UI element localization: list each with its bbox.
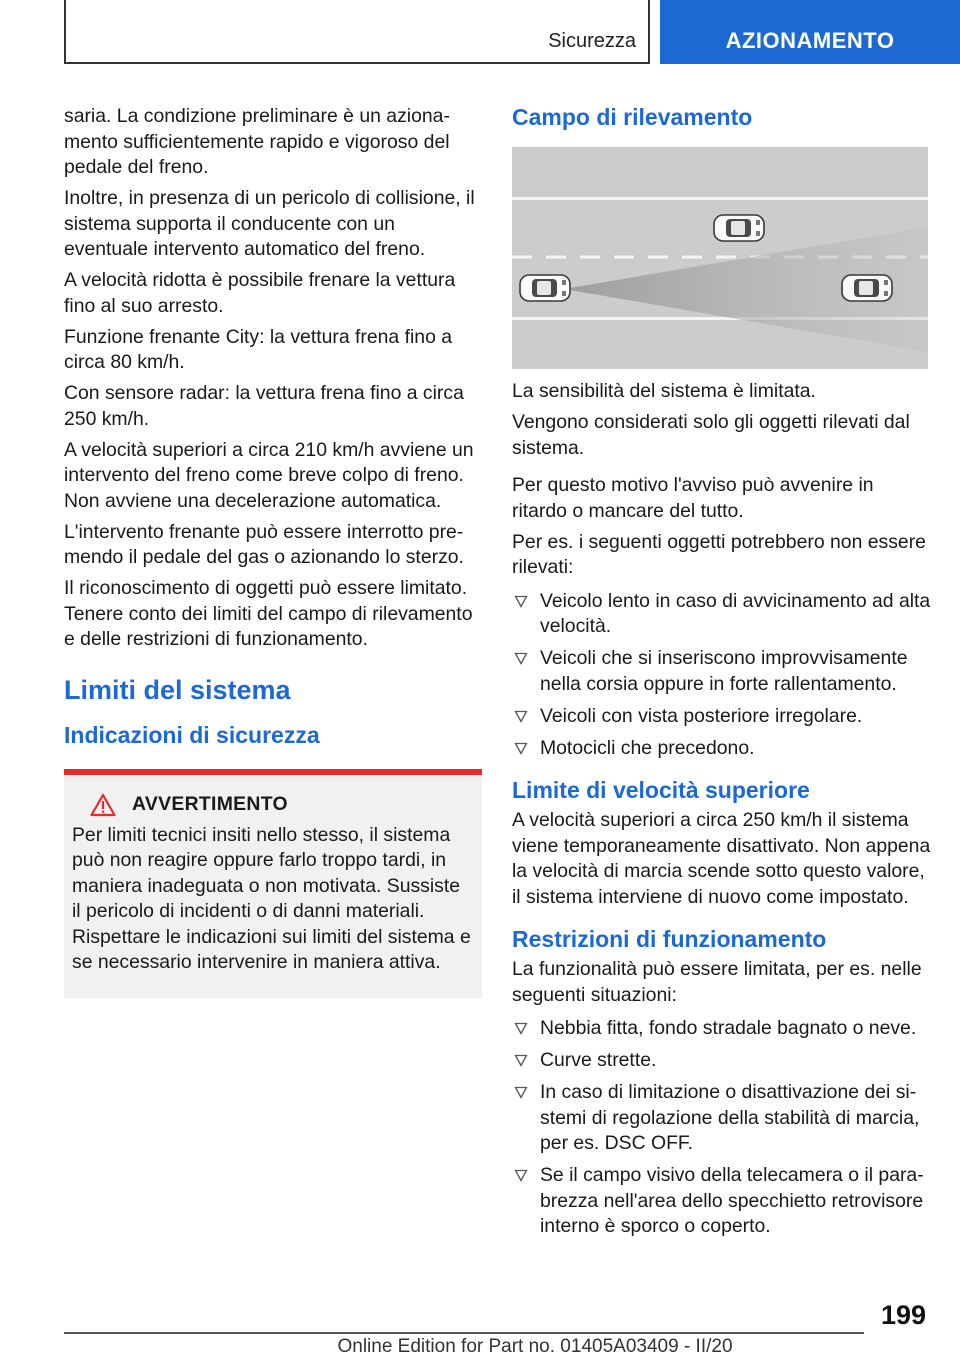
list-item (512, 1048, 932, 1074)
heading-safety-notes: Indicazioni di sicurezza (64, 721, 320, 748)
undetected-objects-list (512, 589, 932, 762)
vehicle-ahead-icon (842, 275, 892, 301)
list-item (512, 1163, 932, 1240)
list-item-text: Veicolo lento in caso di avvicinamento ad alta velocità. (540, 589, 931, 637)
header-chapter-tab[interactable]: AZIONAMENTO (660, 0, 960, 64)
heading-detection-range: Campo di rilevamento (512, 104, 753, 130)
paragraph: La funzionalità può essere limitata, per es. nelle seguenti situazioni: (512, 958, 922, 1006)
paragraph: A velocità superiori a circa 250 km/h il sistema viene temporaneamente disattivato. Non appena la velocità di marcia scende sotto questo valore, il sistema interviene di nuovo come impostato. (512, 809, 931, 908)
bullet-triangle-icon (514, 1169, 528, 1182)
footer-divider (64, 1332, 864, 1334)
paragraph: saria. La condizione preliminare è un azionamento sufficientemente rapido e vigoroso del pedale del freno. (64, 105, 450, 178)
heading-system-limits: Limiti del sistema (64, 674, 291, 705)
heading-function-restrictions: Restrizioni di funzionamento (512, 926, 827, 952)
restrictions-list (512, 1016, 932, 1240)
warning-box (64, 769, 482, 998)
warning-text: Per limiti tecnici insiti nello stesso, il sistema può non reagire oppure farlo troppo tardi, in maniera inadeguata o non motivata. Sussiste il pericolo di incidenti o di danni materiali. Rispettare le indicazioni sui limiti del sistema e se necessario intervenire in maniera attiva. (72, 823, 471, 973)
header-section-title: Sicurezza (548, 30, 636, 52)
paragraph: Inoltre, in presenza di un pericolo di collisione, il sistema supporta il conducente con un eventuale intervento automatico del freno. (64, 187, 475, 260)
header-frame (64, 0, 650, 64)
paragraph: Il riconoscimento di oggetti può essere limitato. Tenere conto dei limiti del campo di rilevamento e delle restrizioni di funzionamento. (64, 577, 473, 650)
vehicle-adjacent-lane-icon (714, 215, 764, 241)
paragraph: Funzione frenante City: la vettura frena fino a circa 80 km/h. (64, 325, 453, 373)
left-column (64, 104, 482, 998)
bullet-triangle-icon (514, 710, 528, 723)
list-item (512, 1016, 932, 1042)
bullet-triangle-icon (514, 1086, 528, 1099)
list-item-text: Se il campo visivo della telecamera o il parabrezza nell'area dello specchietto retrovisore interno è sporco o coperto. (540, 1164, 924, 1237)
bullet-triangle-icon (514, 1054, 528, 1067)
warning-header (72, 793, 474, 817)
bullet-triangle-icon (514, 652, 528, 665)
list-item-text: Curve strette. (540, 1049, 657, 1071)
paragraph: Per questo motivo l'avviso può avvenire in ritardo o mancare del tutto. (512, 474, 874, 522)
bullet-triangle-icon (514, 1022, 528, 1035)
warning-title: AVVERTIMENTO (132, 793, 288, 815)
bullet-triangle-icon (514, 742, 528, 755)
footer-edition: Online Edition for Part no. 01405A03409 - II/20 (337, 1336, 733, 1357)
road-edge-top (512, 197, 928, 200)
list-item (512, 736, 932, 762)
own-vehicle-icon (520, 275, 570, 301)
list-item-text: Motocicli che precedono. (540, 736, 755, 759)
right-column (512, 104, 932, 1246)
list-item-text: Nebbia fitta, fondo stradale bagnato o neve. (540, 1017, 917, 1039)
bullet-triangle-icon (514, 595, 528, 608)
paragraph: Con sensore radar: la vettura frena fino a circa 250 km/h. (64, 382, 464, 430)
paragraph: A velocità ridotta è possibile frenare la vettura fino al suo arresto. (64, 269, 456, 317)
list-item (512, 646, 932, 697)
warning-triangle-icon (90, 793, 116, 817)
heading-upper-speed-limit: Limite di velocità superiore (512, 777, 810, 803)
paragraph: Vengono considerati solo gli oggetti rilevati dal sistema. (512, 411, 910, 459)
page-number: 199 (880, 1300, 926, 1330)
paragraph: A velocità superiori a circa 210 km/h avviene un intervento del freno come breve colpo di freno. Non avviene una decelerazione automatica. (64, 438, 474, 512)
list-item (512, 1080, 932, 1157)
paragraph: Per es. i seguenti oggetti potrebbero non essere rilevati: (512, 530, 926, 578)
list-item-text: Veicoli che si inseriscono improvvisamente nella corsia oppure in forte rallentamento. (540, 647, 908, 695)
detection-range-diagram (512, 147, 928, 369)
paragraph: L'intervento frenante può essere interrotto premendo il pedale del gas o azionando lo sterzo. (64, 520, 464, 568)
list-item (512, 704, 932, 730)
list-item-text: Veicoli con vista posteriore irregolare. (540, 704, 863, 727)
list-item (512, 589, 932, 640)
list-item-text: In caso di limitazione o disattivazione dei sistemi di regolazione della stabilità di marcia, per es. DSC OFF. (540, 1081, 920, 1154)
paragraph: La sensibilità del sistema è limitata. (512, 380, 816, 402)
